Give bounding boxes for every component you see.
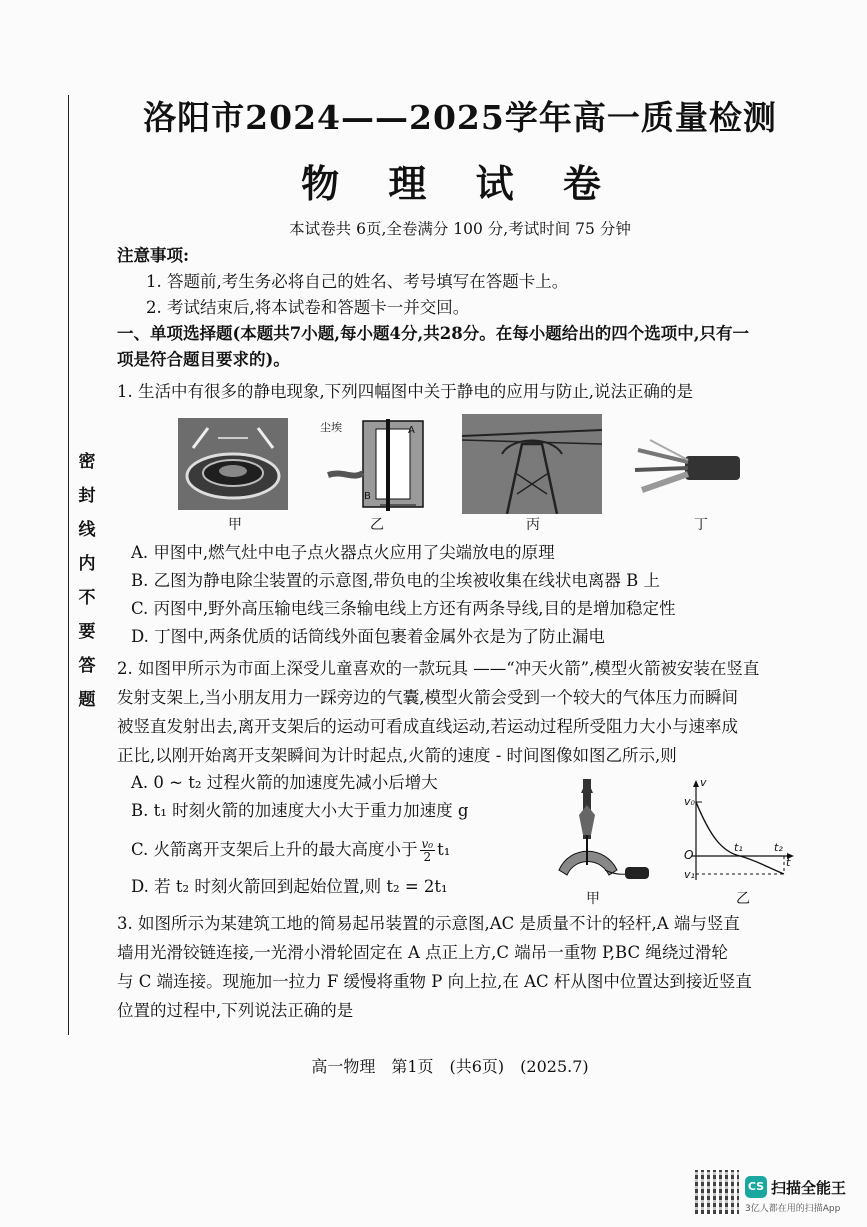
q1-option-b: B. 乙图为静电除尘装置的示意图,带负电的尘埃被收集在线状电离器 B 上 xyxy=(131,571,660,590)
note-item-2: 2. 考试结束后,将本试卷和答题卡一并交回。 xyxy=(146,298,470,317)
q2-graph-v1-label: v₁ xyxy=(684,868,695,881)
notes-heading: 注意事项: xyxy=(117,246,190,265)
section-heading-line2: 项是符合题目要求的)。 xyxy=(117,350,290,369)
q2-stem-line4: 正比,以刚开始离开支架瞬间为计时起点,火箭的速度 - 时间图像如图乙所示,则 xyxy=(117,746,677,765)
q2-graph-t1-label: t₁ xyxy=(734,841,743,854)
camscanner-logo-icon: CS xyxy=(745,1176,767,1198)
q3-stem-line2: 墙用光滑铰链连接,一光滑小滑轮固定在 A 点正上方,C 端吊一重物 P,BC 绳绕过滑轮 xyxy=(117,943,728,962)
scanner-app-tagline: 3亿人都在用的扫描App xyxy=(745,1204,841,1214)
margin-seal-text: 密 封 线 内 不 要 答 题 xyxy=(78,452,96,710)
q1-figure-gas-stove xyxy=(178,418,288,510)
q1-option-c: C. 丙图中,野外高压输电线三条输电线上方还有两条导线,目的是增加稳定性 xyxy=(131,599,676,618)
q2-option-b: B. t₁ 时刻火箭的加速度大小大于重力加速度 g xyxy=(131,801,469,820)
q2-graph-origin-label: O xyxy=(684,848,694,862)
q2-graph-v0-label: v₀ xyxy=(684,795,695,808)
q1-figure-label-ding: 丁 xyxy=(694,517,708,533)
q1-stem: 1. 生活中有很多的静电现象,下列四幅图中关于静电的应用与防止,说法正确的是 xyxy=(117,382,693,401)
scanner-app-name: 扫描全能王 xyxy=(771,1179,847,1197)
q2-stem-line2: 发射支架上,当小朋友用力一踩旁边的气囊,模型火箭会受到一个较大的气体压力而瞬间 xyxy=(117,688,738,707)
q2-figure-label-jia: 甲 xyxy=(586,891,600,907)
q2-option-c: C. 火箭离开支架后上升的最大高度小于 $\frac{\text{v₀}}{2}$ t₁ xyxy=(131,837,451,864)
exam-subtitle: 物 理 试 卷 xyxy=(301,161,619,206)
q1-figure-shielded-cable xyxy=(630,432,740,506)
q3-stem-line4: 位置的过程中,下列说法正确的是 xyxy=(117,1001,354,1020)
page-footer: 高一物理 第1页 (共6页) (2025.7) xyxy=(311,1057,589,1076)
q2-option-a: A. 0 ~ t₂ 过程火箭的加速度先减小后增大 xyxy=(131,773,438,792)
q1-option-d: D. 丁图中,两条优质的话筒线外面包裹着金属外衣是为了防止漏电 xyxy=(131,627,605,646)
q1-figure-label-yi: 乙 xyxy=(370,517,384,533)
q1-figure-b-label: B xyxy=(364,491,371,502)
q1-option-a: A. 甲图中,燃气灶中电子点火器点火应用了尖端放电的原理 xyxy=(131,543,555,562)
q3-stem-line1: 3. 如图所示为某建筑工地的简易起吊装置的示意图,AC 是质量不计的轻杆,A 端与竖直 xyxy=(117,914,740,933)
q2-graph-t2-label: t₂ xyxy=(774,841,783,854)
q1-figure-label-jia: 甲 xyxy=(228,517,242,533)
q1-figure-dust-label: 尘埃 xyxy=(320,421,342,434)
q2-stem-line1: 2. 如图甲所示为市面上深受儿童喜欢的一款玩具 ——“冲天火箭”,模型火箭被安装在竖直 xyxy=(117,659,760,678)
q2-figure-label-yi: 乙 xyxy=(736,891,750,907)
exam-info: 本试卷共 6页,全卷满分 100 分,考试时间 75 分钟 xyxy=(289,220,631,238)
q3-stem-line3: 与 C 端连接。现施加一拉力 F 缓慢将重物 P 向上拉,在 AC 杆从图中位置达到接近竖直 xyxy=(117,972,752,991)
q2-figure-rocket-toy xyxy=(555,775,655,887)
note-item-1: 1. 答题前,考生务必将自己的姓名、考号填写在答题卡上。 xyxy=(146,272,569,291)
q2-option-d: D. 若 t₂ 时刻火箭回到起始位置,则 t₂ = 2t₁ xyxy=(131,877,448,896)
fraction: $\frac{\text{v₀}}{2}$ xyxy=(421,837,434,864)
q2-graph-v-label: v xyxy=(700,776,707,789)
q1-figure-label-bing: 丙 xyxy=(526,517,540,533)
qr-code-icon xyxy=(695,1170,739,1214)
section-heading-line1: 一、单项选择题(本题共7小题,每小题4分,共28分。在每小题给出的四个选项中,只有一 xyxy=(117,324,749,343)
q2-figure-vt-graph xyxy=(680,776,798,884)
q1-figure-a-label: A xyxy=(408,425,415,436)
exam-title: 洛阳市2024——2025学年高一质量检测 xyxy=(143,98,777,137)
q2-stem-line3: 被竖直发射出去,离开支架后的运动可看成直线运动,若运动过程所受阻力大小与速率成 xyxy=(117,717,738,736)
q1-figure-power-tower xyxy=(462,414,602,514)
q2-graph-t-label: t xyxy=(786,856,791,869)
